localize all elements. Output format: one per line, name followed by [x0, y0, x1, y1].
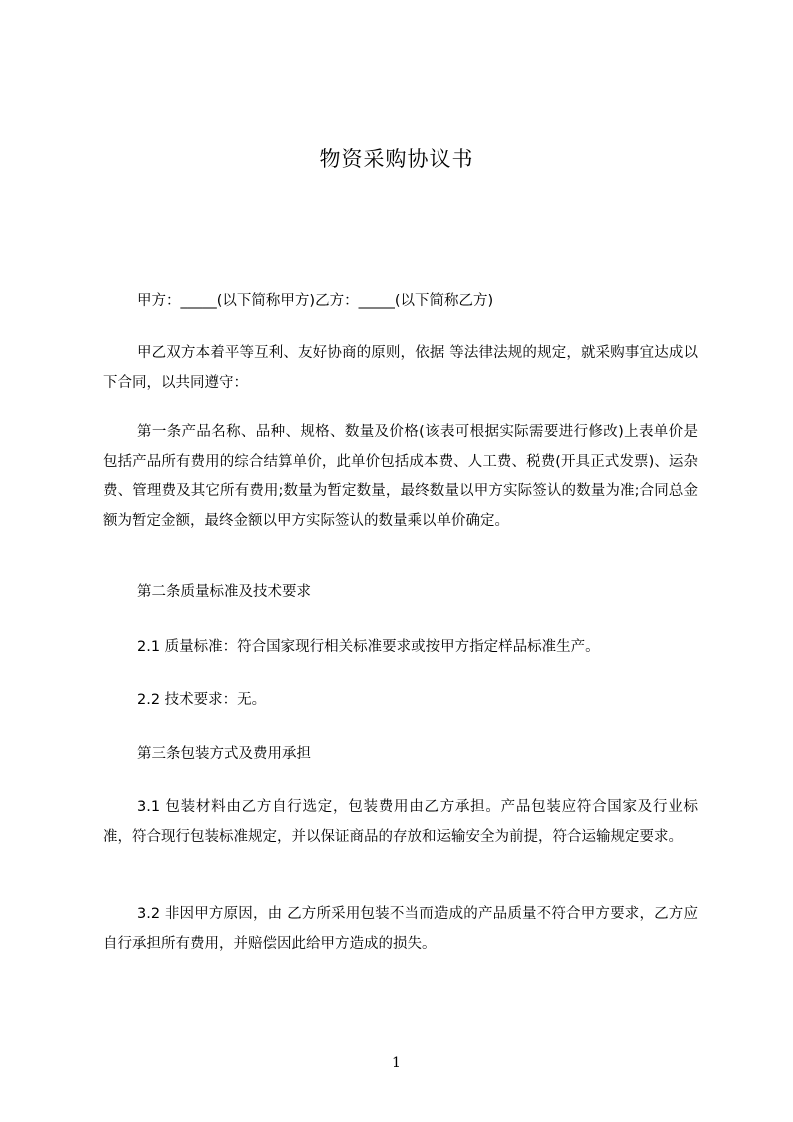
- article-3-heading: 第三条包装方式及费用承担: [137, 746, 311, 762]
- clause-2-1: 2.1 质量标准：符合国家现行相关标准要求或按甲方指定样品标准生产。: [137, 639, 600, 655]
- page-number: 1: [392, 1055, 401, 1071]
- clause-3-2-paragraph: 3.2 非因甲方原因，由 乙方所采用包装不当而造成的产品质量不符合甲方要求，乙方应自行承担所有费用，并赔偿因此给甲方造成的损失。: [103, 906, 698, 952]
- clause-3-1-paragraph: 3.1 包装材料由乙方自行选定，包装费用由乙方承担。产品包装应符合国家及行业标准，符合现行包装标准规定，并以保证商品的存放和运输安全为前提，符合运输规定要求。: [103, 799, 698, 845]
- intro-paragraph: 甲乙双方本着平等互利、友好协商的原则，依据 等法律法规的规定，就采购事宜达成以下合同，以共同遵守：: [103, 345, 698, 391]
- parties-line: 甲方：_____(以下简称甲方)乙方：_____(以下简称乙方): [137, 293, 494, 309]
- document-title: 物资采购协议书: [319, 147, 474, 171]
- article-2-heading: 第二条质量标准及技术要求: [137, 584, 311, 600]
- clause-2-2: 2.2 技术要求：无。: [137, 692, 267, 708]
- article-1-paragraph: 第一条产品名称、品种、规格、数量及价格(该表可根据实际需要进行修改)上表单价是包括产品所有费用的综合结算单价，此单价包括成本费、人工费、税费(开具正式发票)、运杂费、管理费及其它所有费用;数量为暂定数量，最终数量以甲方实际签认的数量为准;合同总金额为暂定金额，最终金额以甲方实际签认的数量乘以单价确定。: [103, 424, 698, 529]
